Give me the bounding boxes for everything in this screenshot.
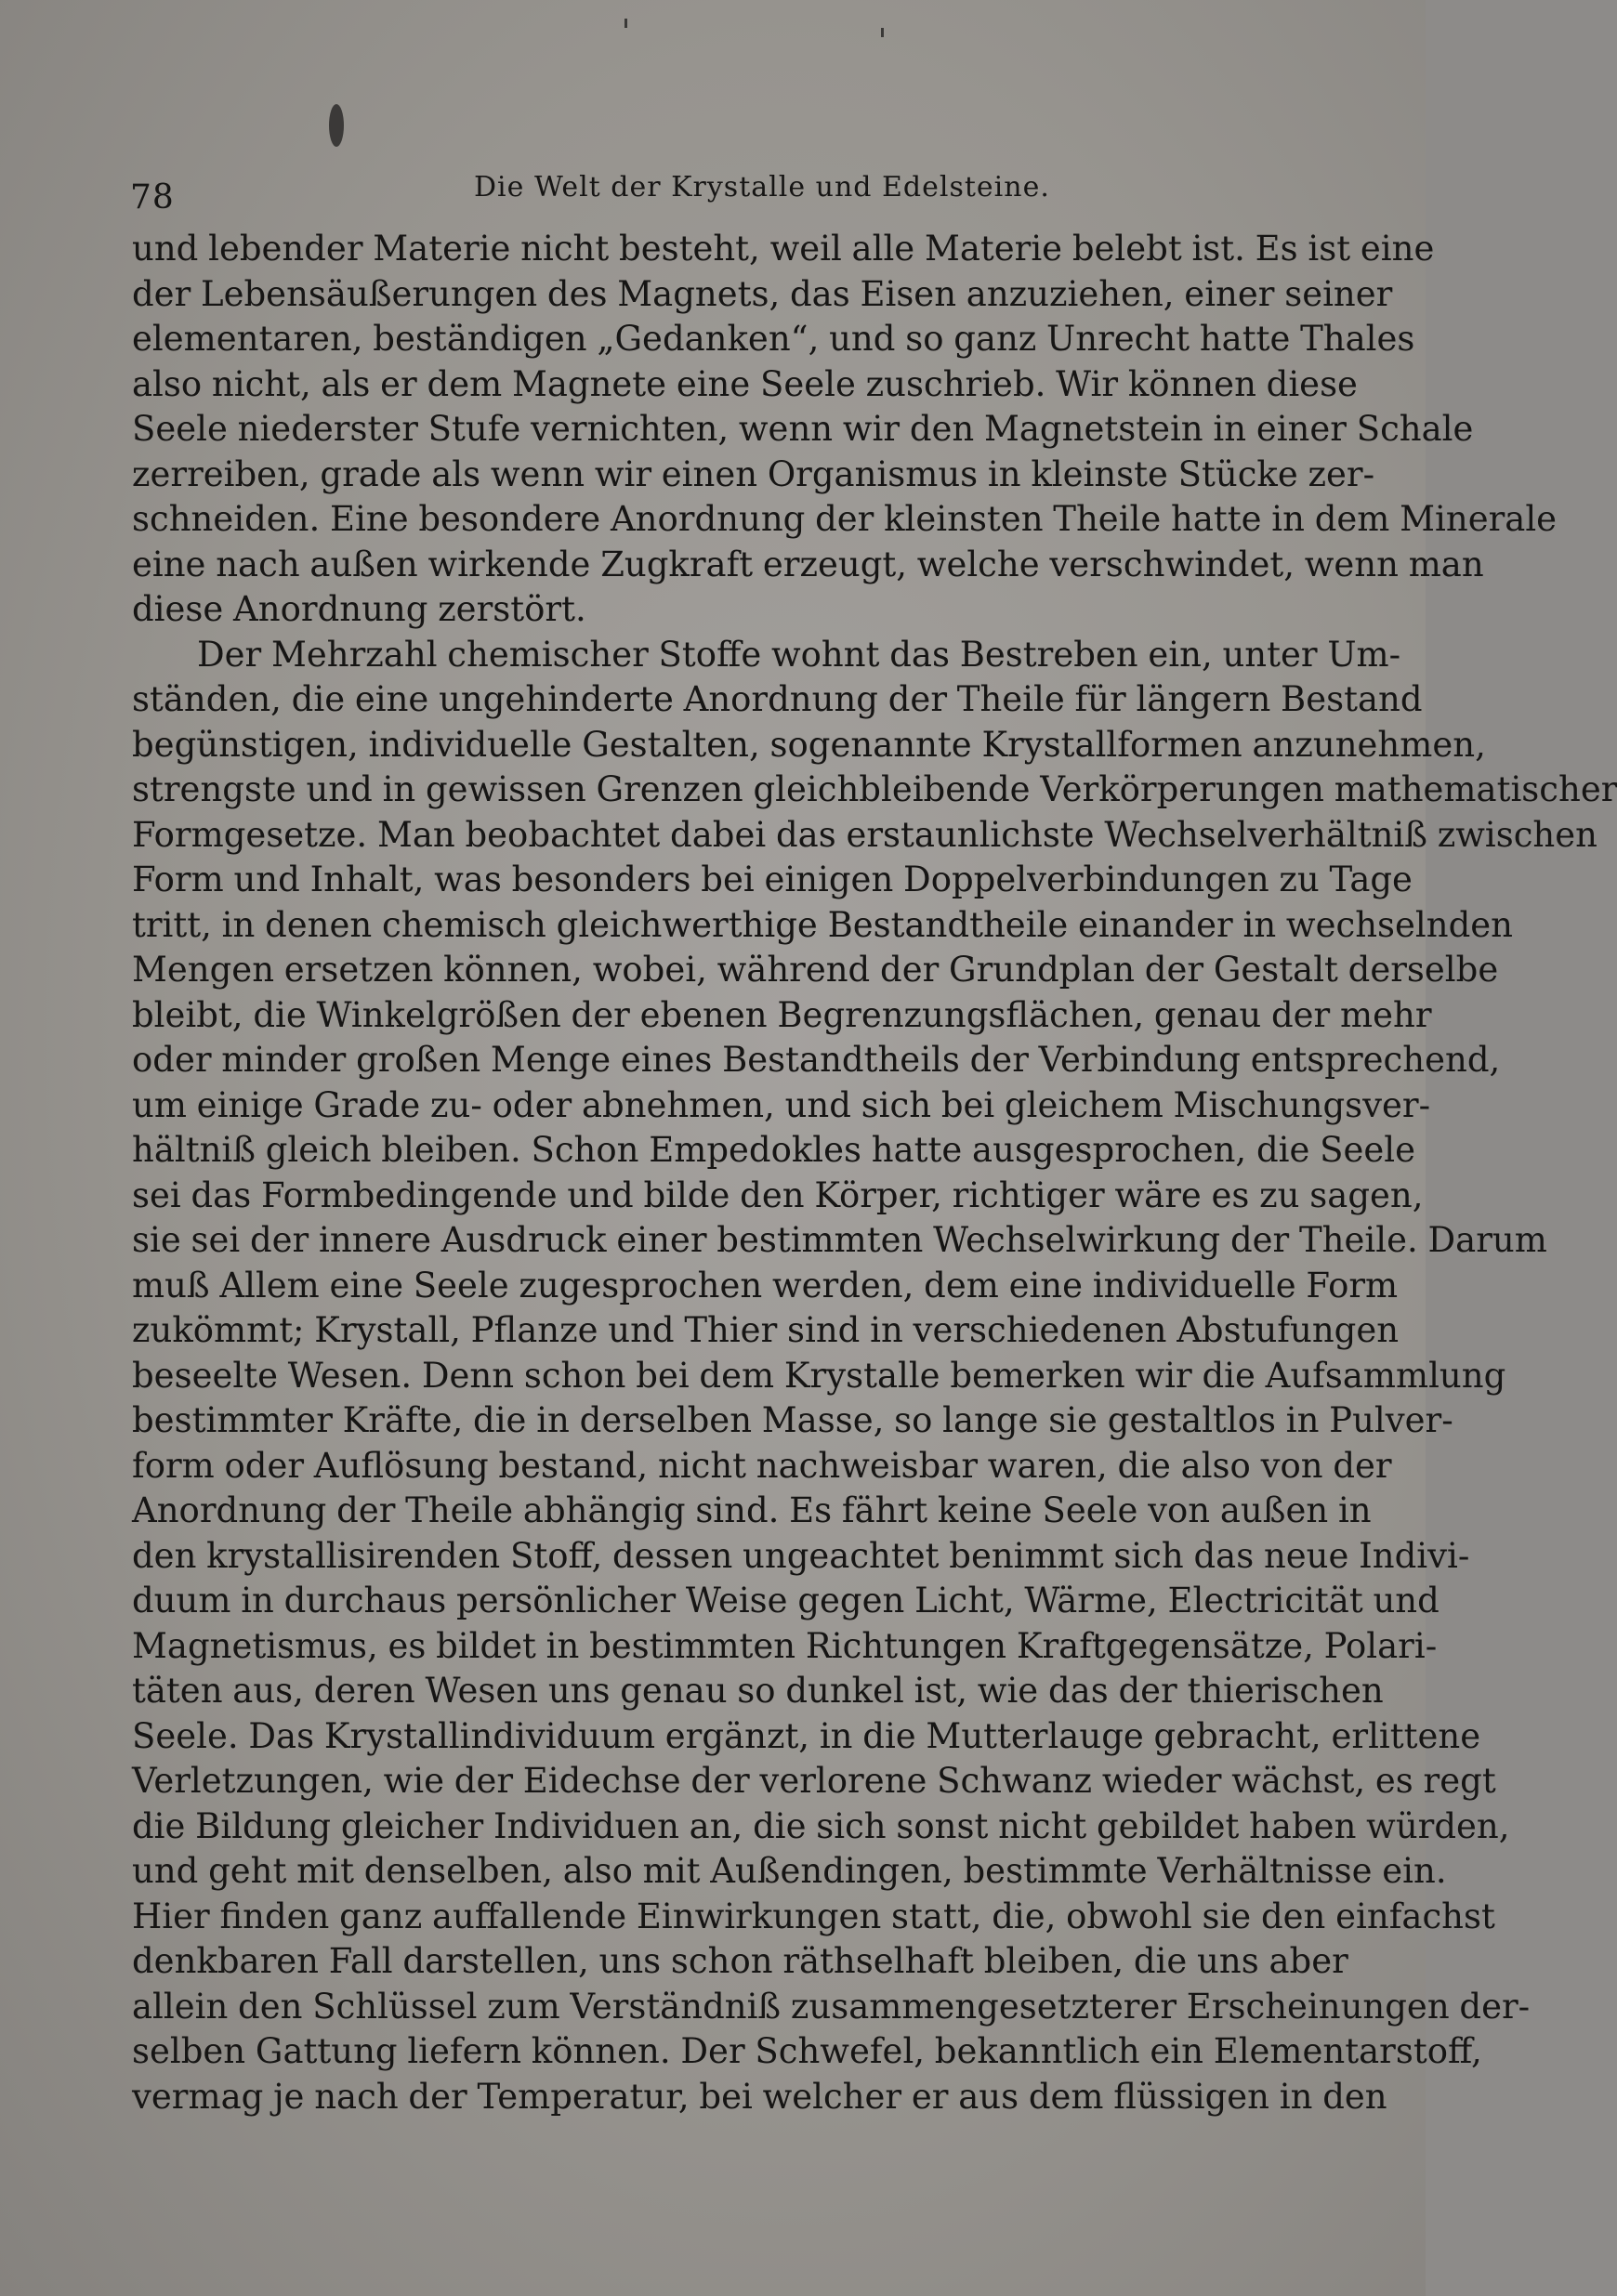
text-line: um einige Grade zu- oder abnehmen, und sich bei gleichem Mischungsver-: [132, 1084, 1431, 1125]
text-line: strengste und in gewissen Grenzen gleichbleibende Verkörperungen mathematischer: [132, 769, 1617, 809]
text-line: Form und Inhalt, was besonders bei einigen Doppelverbindungen zu Tage: [132, 859, 1413, 899]
page-header: [130, 171, 1366, 216]
text-line: und geht mit denselben, also mit Außendingen, bestimmte Verhältnisse ein.: [132, 1851, 1447, 1891]
text-line: eine nach außen wirkende Zugkraft erzeugt, welche verschwindet, wenn man: [132, 544, 1484, 584]
text-line: sie sei der innere Ausdruck einer bestimmten Wechselwirkung der Theile. Darum: [132, 1220, 1547, 1260]
text-line: form oder Auflösung bestand, nicht nachweisbar waren, die also von der: [132, 1445, 1392, 1486]
dust-speck: [881, 28, 884, 37]
text-line: hältniß gleich bleiben. Schon Empedokles hatte ausgesprochen, die Seele: [132, 1130, 1415, 1170]
text-line: Seele. Das Krystallindividuum ergänzt, in die Mutterlauge gebracht, erlittene: [132, 1715, 1481, 1756]
text-line: Formgesetze. Man beobachtet dabei das erstaunlichste Wechselverhältniß zwischen: [132, 814, 1597, 855]
text-line: selben Gattung liefern können. Der Schwefel, bekanntlich ein Elementarstoff,: [132, 2031, 1482, 2071]
text-line: Verletzungen, wie der Eidechse der verlorene Schwanz wieder wächst, es regt: [132, 1761, 1496, 1801]
paragraph: [132, 227, 1558, 633]
text-line: schneiden. Eine besondere Anordnung der kleinsten Theile hatte in dem Minerale: [132, 499, 1558, 539]
text-line: bestimmter Kräfte, die in derselben Masse, so lange sie gestaltlos in Pulver-: [132, 1400, 1453, 1440]
ink-smudge: [329, 104, 344, 147]
text-line: sei das Formbedingende und bilde den Körper, richtiger wäre es zu sagen,: [132, 1174, 1424, 1215]
text-line: zerreiben, grade als wenn wir einen Organismus in kleinste Stücke zer-: [132, 453, 1375, 494]
text-line: elementaren, beständigen „Gedanken“, und so ganz Unrecht hatte Thales: [132, 319, 1415, 359]
text-line: duum in durchaus persönlicher Weise gegen Licht, Wärme, Electricität und: [132, 1581, 1440, 1620]
text-line: zukömmt; Krystall, Pflanze und Thier sind in verschiedenen Abstufungen: [132, 1310, 1400, 1350]
text-line: und lebender Materie nicht besteht, weil alle Materie belebt ist. Es ist eine: [132, 229, 1435, 269]
text-line: ständen, die eine ungehinderte Anordnung der Theile für längern Bestand: [132, 679, 1423, 719]
text-line: Magnetismus, es bildet in bestimmten Richtungen Kraftgegensätze, Polari-: [132, 1625, 1438, 1666]
text-line: den krystallisirenden Stoff, dessen ungeachtet benimmt sich das neue Indivi-: [132, 1535, 1470, 1576]
paragraph: [132, 633, 1617, 2120]
text-line: beseelte Wesen. Denn schon bei dem Krystalle bemerken wir die Aufsammlung: [132, 1355, 1506, 1396]
text-line: also nicht, als er dem Magnete eine Seele zuschrieb. Wir können diese: [132, 363, 1358, 404]
text-line: vermag je nach der Temperatur, bei welcher er aus dem flüssigen in den: [132, 2076, 1387, 2117]
text-line: tritt, in denen chemisch gleichwerthige Bestandtheile einander in wechselnden: [132, 904, 1513, 945]
text-line: diese Anordnung zerstört.: [132, 589, 586, 629]
text-line: Anordnung der Theile abhängig sind. Es fährt keine Seele von außen in: [132, 1490, 1372, 1530]
dust-speck: [624, 19, 627, 28]
text-line: allein den Schlüssel zum Verständniß zusammengesetzterer Erscheinungen der-: [132, 1986, 1531, 2027]
running-title: Die Welt der Krystalle und Edelsteine.: [474, 171, 1050, 203]
text-line: Seele niederster Stufe vernichten, wenn wir den Magnetstein in einer Schale: [132, 409, 1474, 449]
text-line: begünstigen, individuelle Gestalten, sogenannte Krystallformen anzunehmen,: [132, 724, 1486, 765]
body-text: [132, 227, 1617, 2119]
text-line: oder minder großen Menge eines Bestandtheils der Verbindung entsprechend,: [132, 1040, 1501, 1080]
text-line: denkbaren Fall darstellen, uns schon räthselhaft bleiben, die uns aber: [132, 1941, 1348, 1981]
text-line: täten aus, deren Wesen uns genau so dunkel ist, wie das der thierischen: [132, 1671, 1384, 1711]
text-line: die Bildung gleicher Individuen an, die sich sonst nicht gebildet haben würden,: [132, 1805, 1510, 1846]
text-line: der Lebensäußerungen des Magnets, das Eisen anzuziehen, einer seiner: [132, 273, 1393, 314]
text-line: muß Allem eine Seele zugesprochen werden, dem eine individuelle Form: [132, 1265, 1399, 1305]
text-line: Hier finden ganz auffallende Einwirkungen statt, die, obwohl sie den einfachst: [132, 1896, 1495, 1936]
page-number: 78: [130, 178, 175, 216]
text-line: bleibt, die Winkelgrößen der ebenen Begrenzungsflächen, genau der mehr: [132, 994, 1432, 1035]
text-line: Der Mehrzahl chemischer Stoffe wohnt das Bestreben ein, unter Um-: [197, 634, 1401, 675]
text-line: Mengen ersetzen können, wobei, während der Grundplan der Gestalt derselbe: [132, 950, 1499, 990]
